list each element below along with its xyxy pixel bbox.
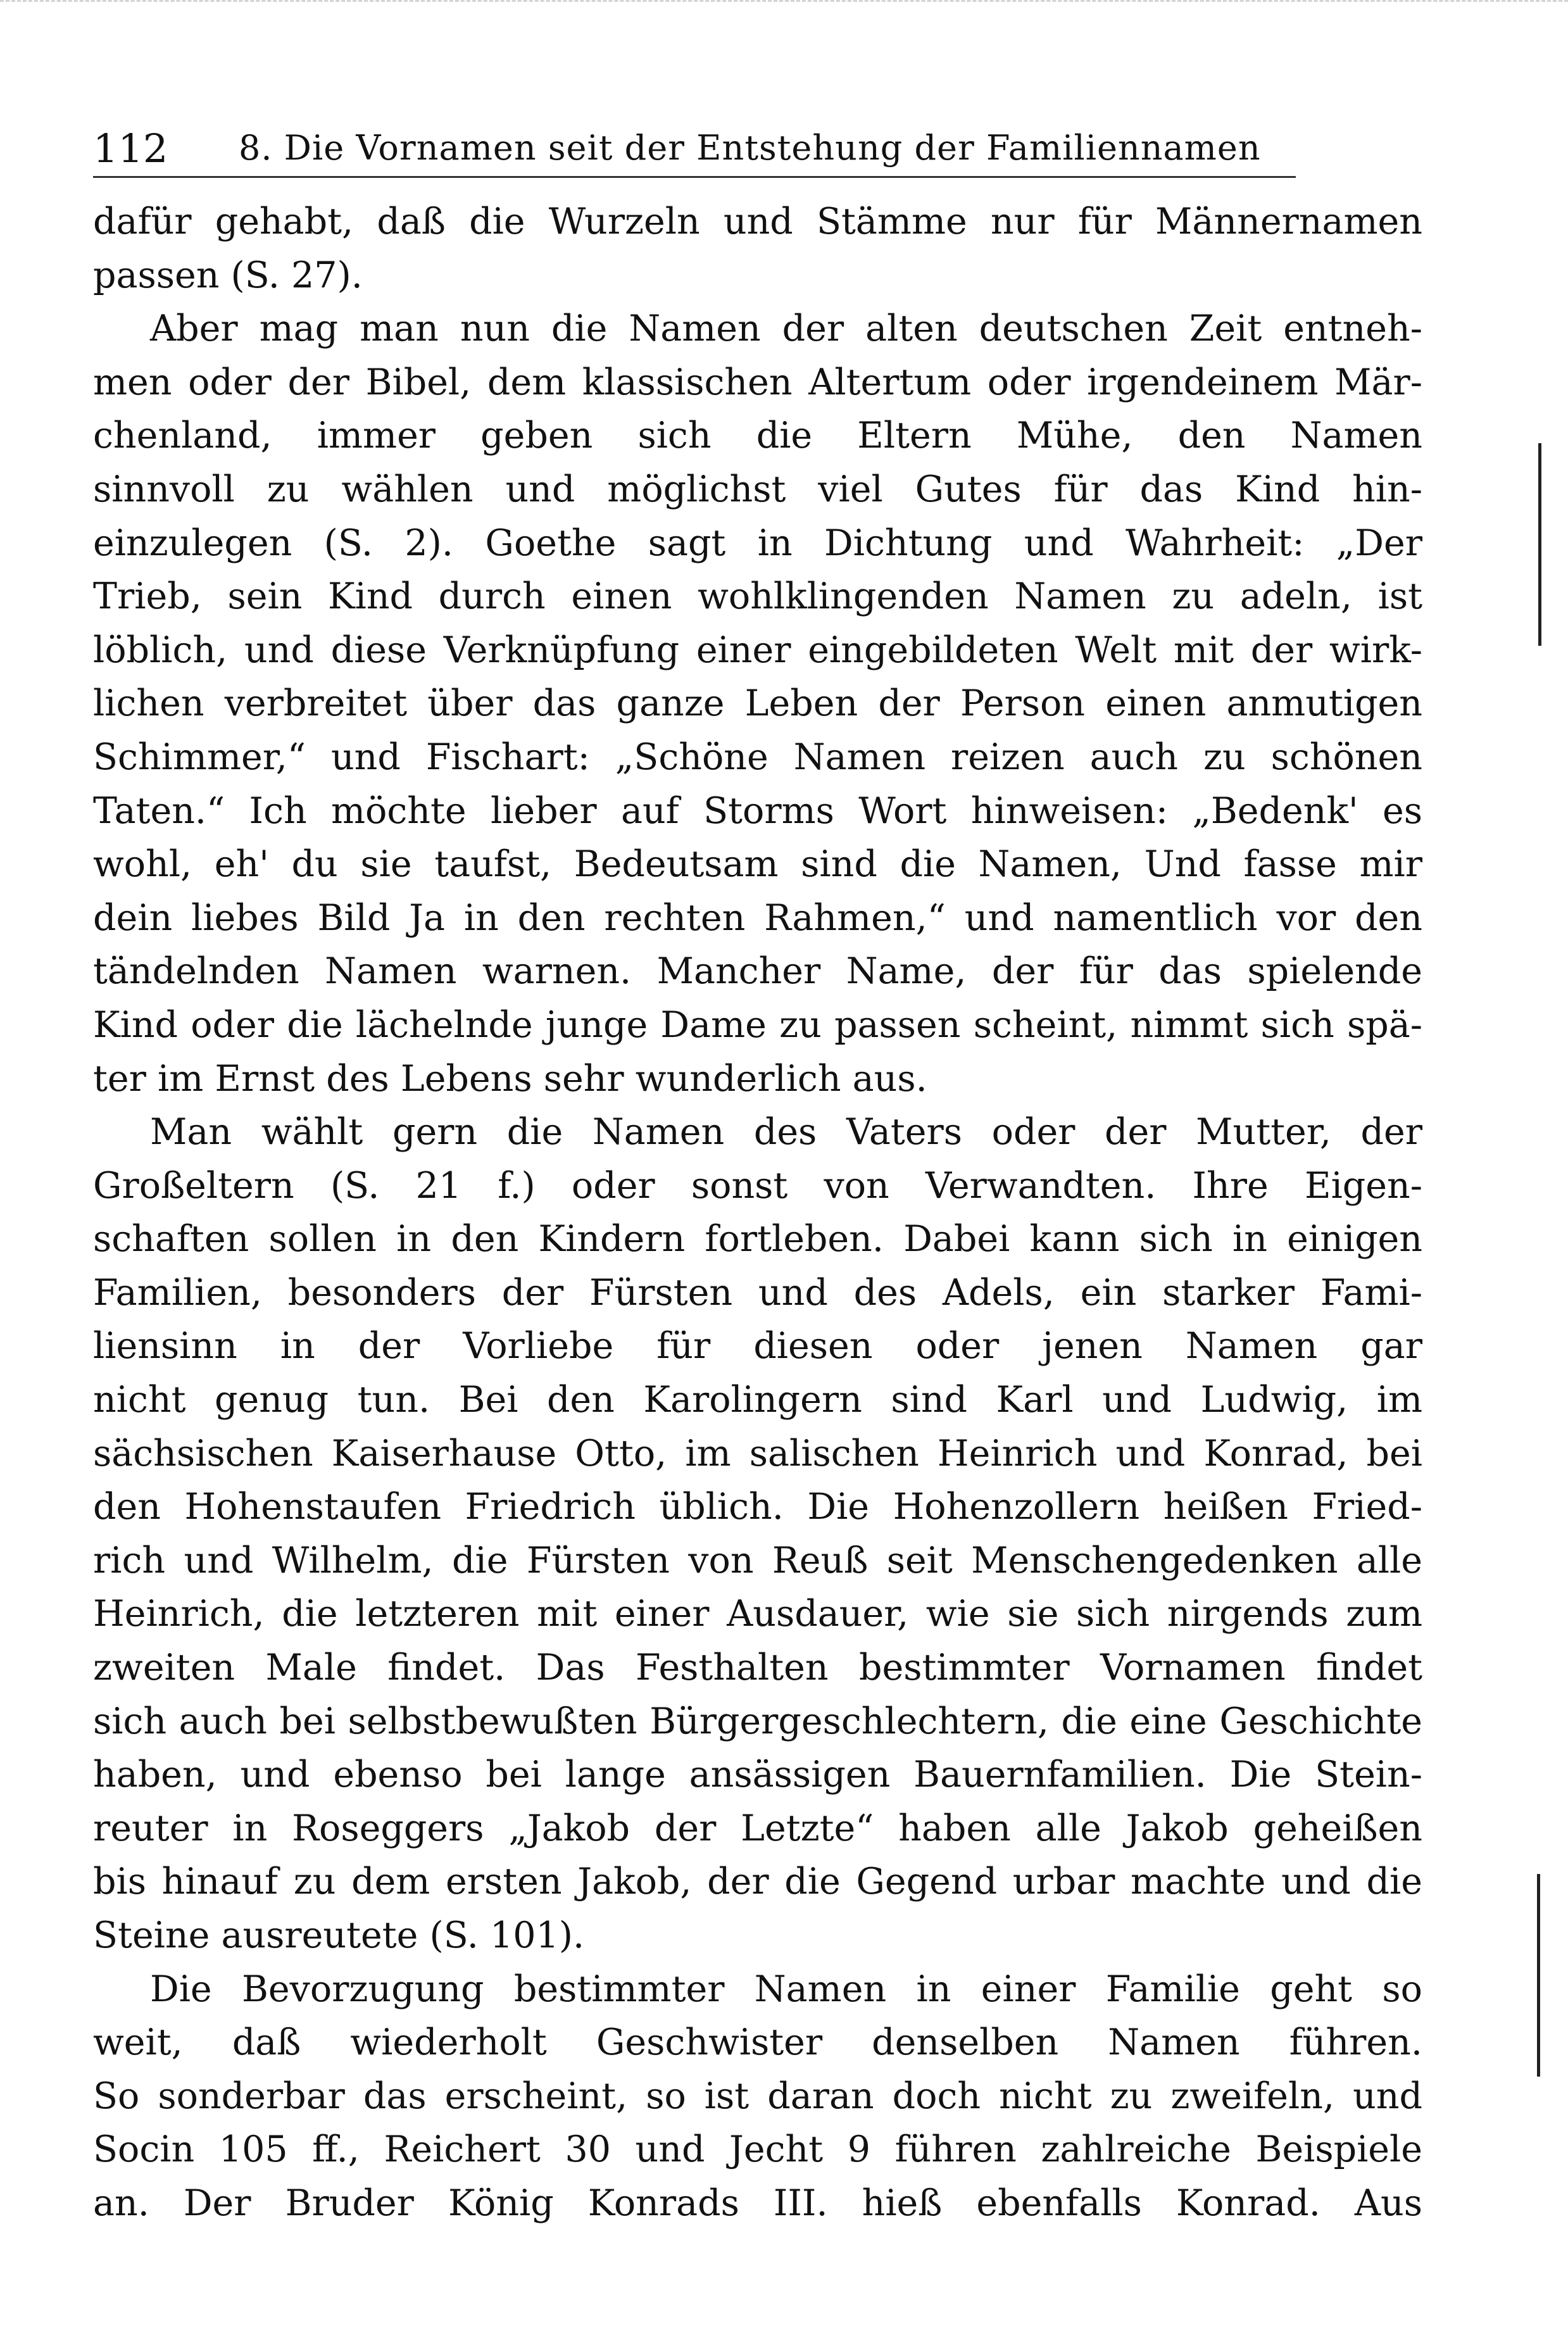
text-line: ter im Ernst des Lebens sehr wunderlich aus. [93,1057,927,1100]
text-line: haben, und ebenso bei lange ansässigen Bauernfamilien. Die Stein- [93,1754,1422,1796]
text-line: rich und Wilhelm, die Fürsten von Reuß seit Menschengedenken alle [93,1539,1422,1582]
text-line: zweiten Male findet. Das Festhalten bestimmter Vornamen findet [93,1647,1422,1689]
running-title: 8. Die Vornamen seit der Entstehung der Familiennamen [239,128,1261,168]
text-line: Die Bevorzugung bestimmter Namen in einer Familie geht so [150,1968,1422,2010]
text-line: sinnvoll zu wählen und möglichst viel Gutes für das Kind hin- [93,468,1422,510]
text-line: lichen verbreitet über das ganze Leben der Person einen anmutigen [93,682,1422,725]
margin-mark [1537,1874,1540,2077]
text-line: tändelnden Namen warnen. Mancher Name, der für das spielende [93,950,1422,993]
text-line: wohl, eh' du sie taufst, Bedeutsam sind die Namen, Und fasse mir [93,843,1422,886]
text-line: nicht genug tun. Bei den Karolingern sind Karl und Ludwig, im [93,1379,1422,1421]
text-line: dein liebes Bild Ja in den rechten Rahmen,“ und namentlich vor den [93,896,1422,939]
text-line: sich auch bei selbstbewußten Bürgergeschlechtern, die eine Geschichte [93,1700,1422,1742]
text-line: Kind oder die lächelnde junge Dame zu passen scheint, nimmt sich spä- [93,1003,1422,1046]
text-line: dafür gehabt, daß die Wurzeln und Stämme nur für Männernamen [93,201,1422,242]
text-line: men oder der Bibel, dem klassischen Altertum oder irgendeinem Mär- [93,361,1422,403]
text-line: Schimmer,“ und Fischart: „Schöne Namen reizen auch zu schönen [93,736,1422,778]
text-line: Heinrich, die letzteren mit einer Ausdauer, wie sie sich nirgends zum [93,1593,1422,1635]
text-line: liensinn in der Vorliebe für diesen oder jenen Namen gar [93,1325,1422,1368]
text-line: Familien, besonders der Fürsten und des Adels, ein starker Fami- [93,1271,1422,1314]
running-header [93,125,1296,178]
text-line: bis hinauf zu dem ersten Jakob, der die Gegend urbar machte und die [93,1861,1422,1903]
text-line: Steine ausreutete (S. 101). [93,1915,585,1956]
page-number: 112 [93,125,168,172]
text-line: Großeltern (S. 21 f.) oder sonst von Verwandten. Ihre Eigen- [93,1164,1422,1207]
text-line: sächsischen Kaiserhause Otto, im salischen Heinrich und Konrad, bei [93,1432,1422,1475]
text-line: reuter in Roseggers „Jakob der Letzte“ haben alle Jakob geheißen [93,1807,1422,1849]
text-line: einzulegen (S. 2). Goethe sagt in Dichtung und Wahrheit: „Der [93,522,1422,564]
text-line: Trieb, sein Kind durch einen wohlklingenden Namen zu adeln, ist [93,575,1422,618]
text-line: den Hohenstaufen Friedrich üblich. Die Hohenzollern heißen Fried- [93,1486,1422,1528]
text-line: an. Der Bruder König Konrads III. hieß ebenfalls Konrad. Aus [93,2182,1422,2224]
text-line: Taten.“ Ich möchte lieber auf Storms Wort hinweisen: „Bedenk' es [93,789,1422,832]
body-text [93,195,1422,2230]
text-line: Socin 105 ff., Reichert 30 und Jecht 9 führen zahlreiche Beispiele [93,2129,1422,2171]
text-line: weit, daß wiederholt Geschwister denselben Namen führen. [93,2022,1422,2064]
scan-edge [0,0,1568,21]
text-line: chenland, immer geben sich die Eltern Mühe, den Namen [93,415,1422,457]
text-line: passen (S. 27). [93,254,363,296]
text-line: Man wählt gern die Namen des Vaters oder der Mutter, der [150,1111,1422,1154]
margin-mark [1538,443,1541,646]
text-line: So sonderbar das erscheint, so ist daran doch nicht zu zweifeln, und [93,2075,1422,2117]
text-line: löblich, und diese Verknüpfung einer eingebildeten Welt mit der wirk- [93,629,1422,671]
text-line: Aber mag man nun die Namen der alten deutschen Zeit entneh- [150,308,1422,350]
text-line: schaften sollen in den Kindern fortleben. Dabei kann sich in einigen [93,1218,1422,1261]
